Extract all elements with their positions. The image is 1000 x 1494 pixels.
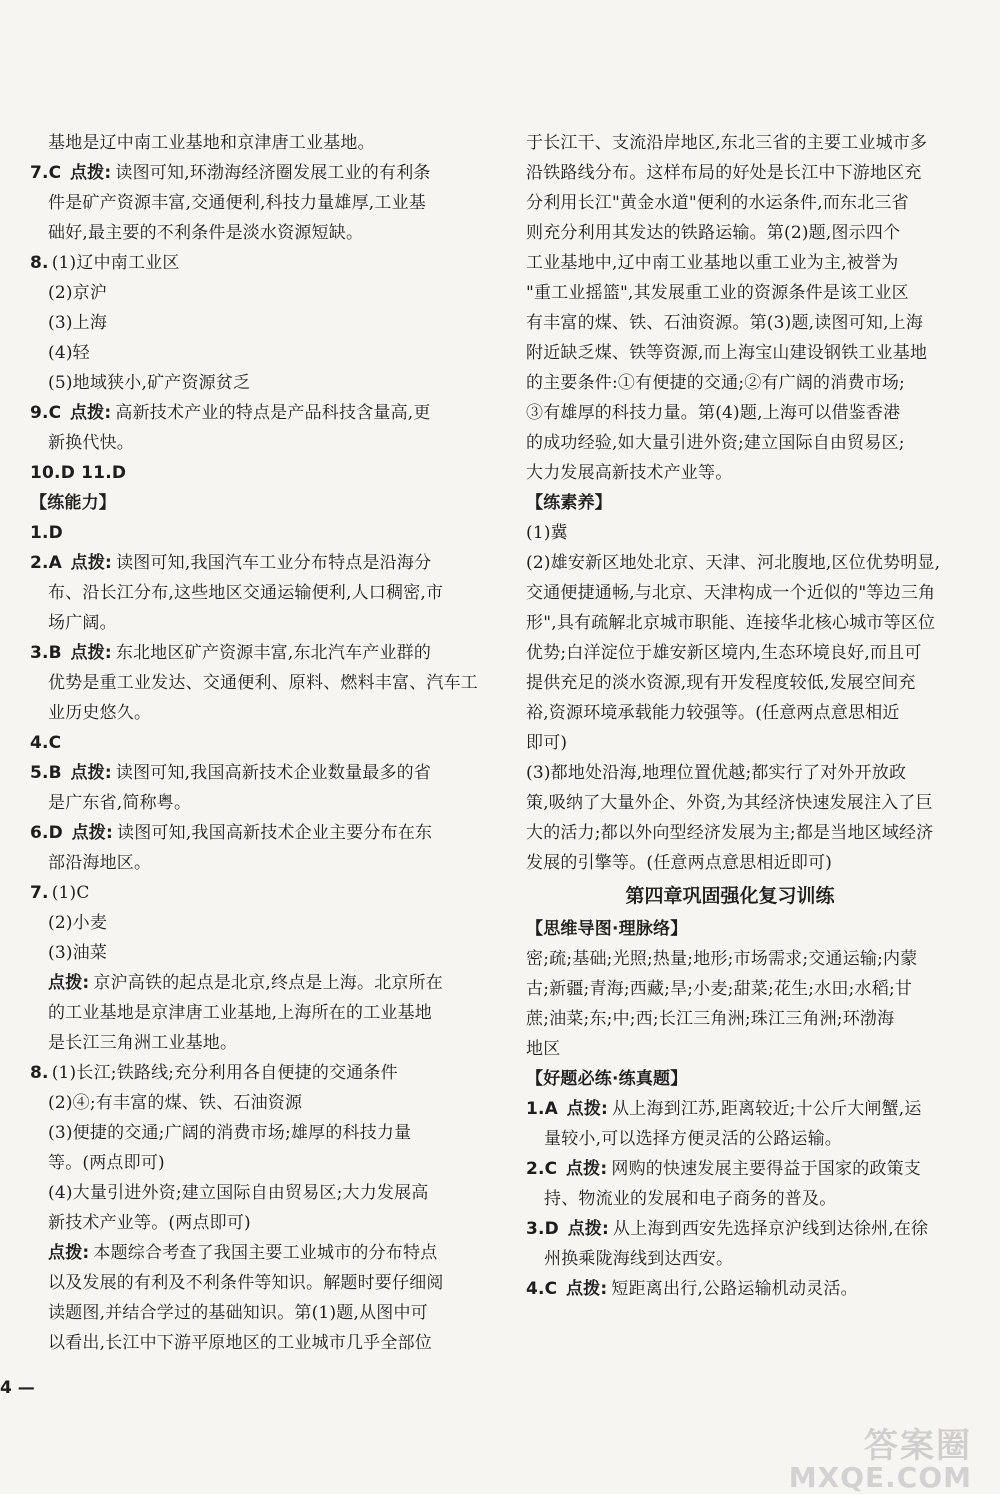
text-line: (5)地域狭小,矿产资源贫乏 xyxy=(48,373,251,393)
section-heading: 【思维导图·理脉络】 xyxy=(526,919,688,939)
text: 读图可知,我国汽车工业分布特点是沿海分 xyxy=(116,553,432,573)
hint-label: 点拨: xyxy=(565,1279,608,1299)
answer-number: 1.A xyxy=(526,1099,559,1119)
text: 东北地区矿产资源丰富,东北汽车产业群的 xyxy=(115,643,432,663)
answer-item: 4.C xyxy=(30,733,62,753)
answer-number: 7. xyxy=(30,883,49,903)
answer-item xyxy=(30,758,470,788)
answer-item xyxy=(30,548,470,578)
text: 京沪高铁的起点是北京,终点是上海。北京所在 xyxy=(93,973,444,993)
text-line: 新换代快。 xyxy=(48,433,134,453)
text-line: 地区 xyxy=(526,1039,561,1059)
text-line xyxy=(30,1238,470,1268)
answer-number: 6.D xyxy=(30,823,63,843)
text-line: 部沿海地区。 xyxy=(48,853,152,873)
text-line: 等。(两点即可) xyxy=(48,1153,165,1173)
text-line: 以看出,长江中下游平原地区的工业城市几乎全部位 xyxy=(48,1333,433,1353)
answer-item: 1.D xyxy=(30,523,63,543)
hint-label: 点拨: xyxy=(48,973,90,993)
answer-number: 8. xyxy=(30,253,49,273)
text-line: (3)油菜 xyxy=(48,943,108,963)
text-line: 沿铁路线分布。这样布局的好处是长江中下游地区充 xyxy=(526,163,922,183)
answer-item xyxy=(30,398,470,428)
left-column xyxy=(30,128,478,1358)
text-line: (4)轻 xyxy=(48,343,90,363)
text-line: 形",具有疏解北京城市职能、连接华北核心城市等区位 xyxy=(526,613,936,633)
section-heading: 【好题必练·练真题】 xyxy=(526,1069,688,1089)
hint-label: 点拨: xyxy=(70,763,112,783)
answer-item xyxy=(526,1154,934,1184)
text: 从上海到江苏,距离较近;十公斤大闸蟹,运 xyxy=(612,1099,922,1119)
answer-number: 3.B xyxy=(30,643,62,663)
text-line: 古;新疆;青海;西藏;旱;小麦;甜菜;花生;水田;水稻;甘 xyxy=(526,979,913,999)
hint-label: 点拨: xyxy=(567,1219,610,1239)
hint-label: 点拨: xyxy=(69,403,112,423)
text-line: 的成功经验,如大量引进外资;建立国际自由贸易区; xyxy=(526,433,905,453)
text-line: (2)京沪 xyxy=(48,283,108,303)
answer-number: 4.C xyxy=(526,1279,558,1299)
answer-item xyxy=(30,878,470,908)
answer-item xyxy=(30,1058,470,1088)
text-line xyxy=(30,968,470,998)
text: 从上海到西安先选择京沪线到达徐州,在徐 xyxy=(613,1219,929,1239)
watermark-url: MXQE.COM xyxy=(788,1461,972,1494)
text-line: "重工业摇篮",其发展重工业的资源条件是该工业区 xyxy=(526,283,909,303)
text-line: 裕,资源环境承载能力较强等。(任意两点意思相近 xyxy=(526,703,900,723)
text: 读图可知,我国高新技术企业数量最多的省 xyxy=(115,763,432,783)
text-line: 读题图,并结合学过的基础知识。第(1)题,从图中可 xyxy=(48,1303,428,1323)
text: 读图可知,我国高新技术企业主要分布在东 xyxy=(117,823,433,843)
text-line: 策,吸纳了大量外企、外资,为其经济快速发展注入了巨 xyxy=(526,793,933,813)
text: 高新技术产业的特点是产品科技含量高,更 xyxy=(115,403,431,423)
text-line: (2)小麦 xyxy=(48,913,108,933)
text-line: 是广东省,简称粤。 xyxy=(48,793,192,813)
answer-item xyxy=(526,1214,934,1244)
text: 网购的快速发展主要得益于国家的政策支 xyxy=(611,1159,921,1179)
text-line: ③有雄厚的科技力量。第(4)题,上海可以借鉴香港 xyxy=(526,403,901,423)
text-line: 优势;白洋淀位于雄安新区境内,生态环境良好,而且可 xyxy=(526,643,922,663)
text-line: 大力发展高新技术产业等。 xyxy=(526,463,733,483)
answer-number: 7.C xyxy=(30,163,62,183)
text-line: 件是矿产资源丰富,交通便利,科技力量雄厚,工业基 xyxy=(48,193,427,213)
text-line: 优势是重工业发达、交通便利、原料、燃料丰富、汽车工 xyxy=(48,673,478,693)
answer-number: 2.A xyxy=(30,553,63,573)
text-line: 则充分利用其发达的铁路运输。第(2)题,图示四个 xyxy=(526,223,901,243)
hint-label: 点拨: xyxy=(70,553,113,573)
answer-item xyxy=(30,818,470,848)
text: (1)C xyxy=(51,883,90,903)
text-line: (2)雄安新区地处北京、天津、河北腹地,区位优势明显, xyxy=(526,553,941,573)
watermark-logo xyxy=(789,1418,972,1494)
text-line: 以及发展的有利及不利条件等知识。解题时要仔细阅 xyxy=(48,1273,444,1293)
answer-number: 9.C xyxy=(30,403,62,423)
text-line: 是长江三角洲工业基地。 xyxy=(48,1033,238,1053)
hint-label: 点拨: xyxy=(48,1243,90,1263)
text-line: 持、物流业的发展和电子商务的普及。 xyxy=(544,1189,837,1209)
text-line: 工业基地中,辽中南工业基地以重工业为主,被誉为 xyxy=(526,253,899,273)
text: 本题综合考查了我国主要工业城市的分布特点 xyxy=(93,1243,438,1263)
text-line: 有丰富的煤、铁、石油资源。第(3)题,读图可知,上海 xyxy=(526,313,924,333)
text-line: 量较小,可以选择方便灵活的公路运输。 xyxy=(544,1129,843,1149)
text-line: (3)上海 xyxy=(48,313,108,333)
text-line: 发展的引擎等。(任意两点意思相近即可) xyxy=(526,853,833,873)
text-line: 础好,最主要的不利条件是淡水资源短缺。 xyxy=(48,223,364,243)
text: (1)长江;铁路线;充分利用各自便捷的交通条件 xyxy=(51,1063,398,1083)
text-line: 即可) xyxy=(526,733,568,753)
answer-number: 8. xyxy=(30,1063,49,1083)
text-line: (2)④;有丰富的煤、铁、石油资源 xyxy=(48,1093,303,1113)
hint-label: 点拨: xyxy=(565,1159,608,1179)
text: 短距离出行,公路运输机动灵活。 xyxy=(611,1279,858,1299)
text-line: 蔗;油菜;东;中;西;长江三角洲;珠江三角洲;环渤海 xyxy=(526,1009,895,1029)
text-line: 新技术产业等。(两点即可) xyxy=(48,1213,251,1233)
section-heading: 【练素养】 xyxy=(526,493,612,513)
answer-item xyxy=(30,158,470,188)
text-line: 的工业基地是京津唐工业基地,上海所在的工业基地 xyxy=(48,1003,433,1023)
answer-item xyxy=(30,638,470,668)
text-line: 业历史悠久。 xyxy=(48,703,152,723)
text-line: (1)冀 xyxy=(526,523,568,543)
chapter-title: 第四章巩固强化复习训练 xyxy=(625,885,835,907)
text-line: (3)便捷的交通;广阔的消费市场;雄厚的科技力量 xyxy=(48,1123,412,1143)
text: (1)辽中南工业区 xyxy=(51,253,180,273)
right-column xyxy=(526,128,941,1304)
text-line: 提供充足的淡水资源,现有开发程度较低,发展空间充 xyxy=(526,673,916,693)
text-line: 密;疏;基础;光照;热量;地形;市场需求;交通运输;内蒙 xyxy=(526,949,918,969)
text: 读图可知,环渤海经济圈发展工业的有利条 xyxy=(115,163,431,183)
answer-number: 3.D xyxy=(526,1219,559,1239)
answer-item xyxy=(526,1094,934,1124)
text-line: (4)大量引进外资;建立国际自由贸易区;大力发展高 xyxy=(48,1183,429,1203)
watermark-text: 答案圈 xyxy=(864,1426,972,1466)
answer-item xyxy=(30,248,470,278)
text-line: 布、沿长江分布,这些地区交通运输便利,人口稠密,市 xyxy=(48,583,444,603)
text-line: (3)都地处沿海,地理位置优越;都实行了对外开放政 xyxy=(526,763,907,783)
text-line: 的主要条件:①有便捷的交通;②有广阔的消费市场; xyxy=(526,373,905,393)
text-line: 大的活力;都以外向型经济发展为主;都是当地区域经济 xyxy=(526,823,934,843)
hint-label: 点拨: xyxy=(71,823,114,843)
answer-number: 2.C xyxy=(526,1159,558,1179)
hint-label: 点拨: xyxy=(69,163,112,183)
hint-label: 点拨: xyxy=(70,643,112,663)
text-line: 州换乘陇海线到达西安。 xyxy=(544,1249,734,1269)
text-line: 于长江干、支流沿岸地区,东北三省的主要工业城市多 xyxy=(526,133,928,153)
answer-item xyxy=(526,1274,934,1304)
answer-number: 5.B xyxy=(30,763,62,783)
page-number: 4 — xyxy=(0,1378,35,1398)
section-heading: 【练能力】 xyxy=(30,493,116,513)
text-line: 交通便捷通畅,与北京、天津构成一个近似的"等边三角 xyxy=(526,583,936,603)
text-line: 附近缺乏煤、铁等资源,而上海宝山建设钢铁工业基地 xyxy=(526,343,928,363)
answer-item: 10.D 11.D xyxy=(30,463,127,483)
hint-label: 点拨: xyxy=(566,1099,609,1119)
text-line: 分利用长江"黄金水道"便利的水运条件,而东北三省 xyxy=(526,193,909,213)
text-line: 场广阔。 xyxy=(48,613,117,633)
text-line: 基地是辽中南工业基地和京津唐工业基地。 xyxy=(48,133,375,153)
